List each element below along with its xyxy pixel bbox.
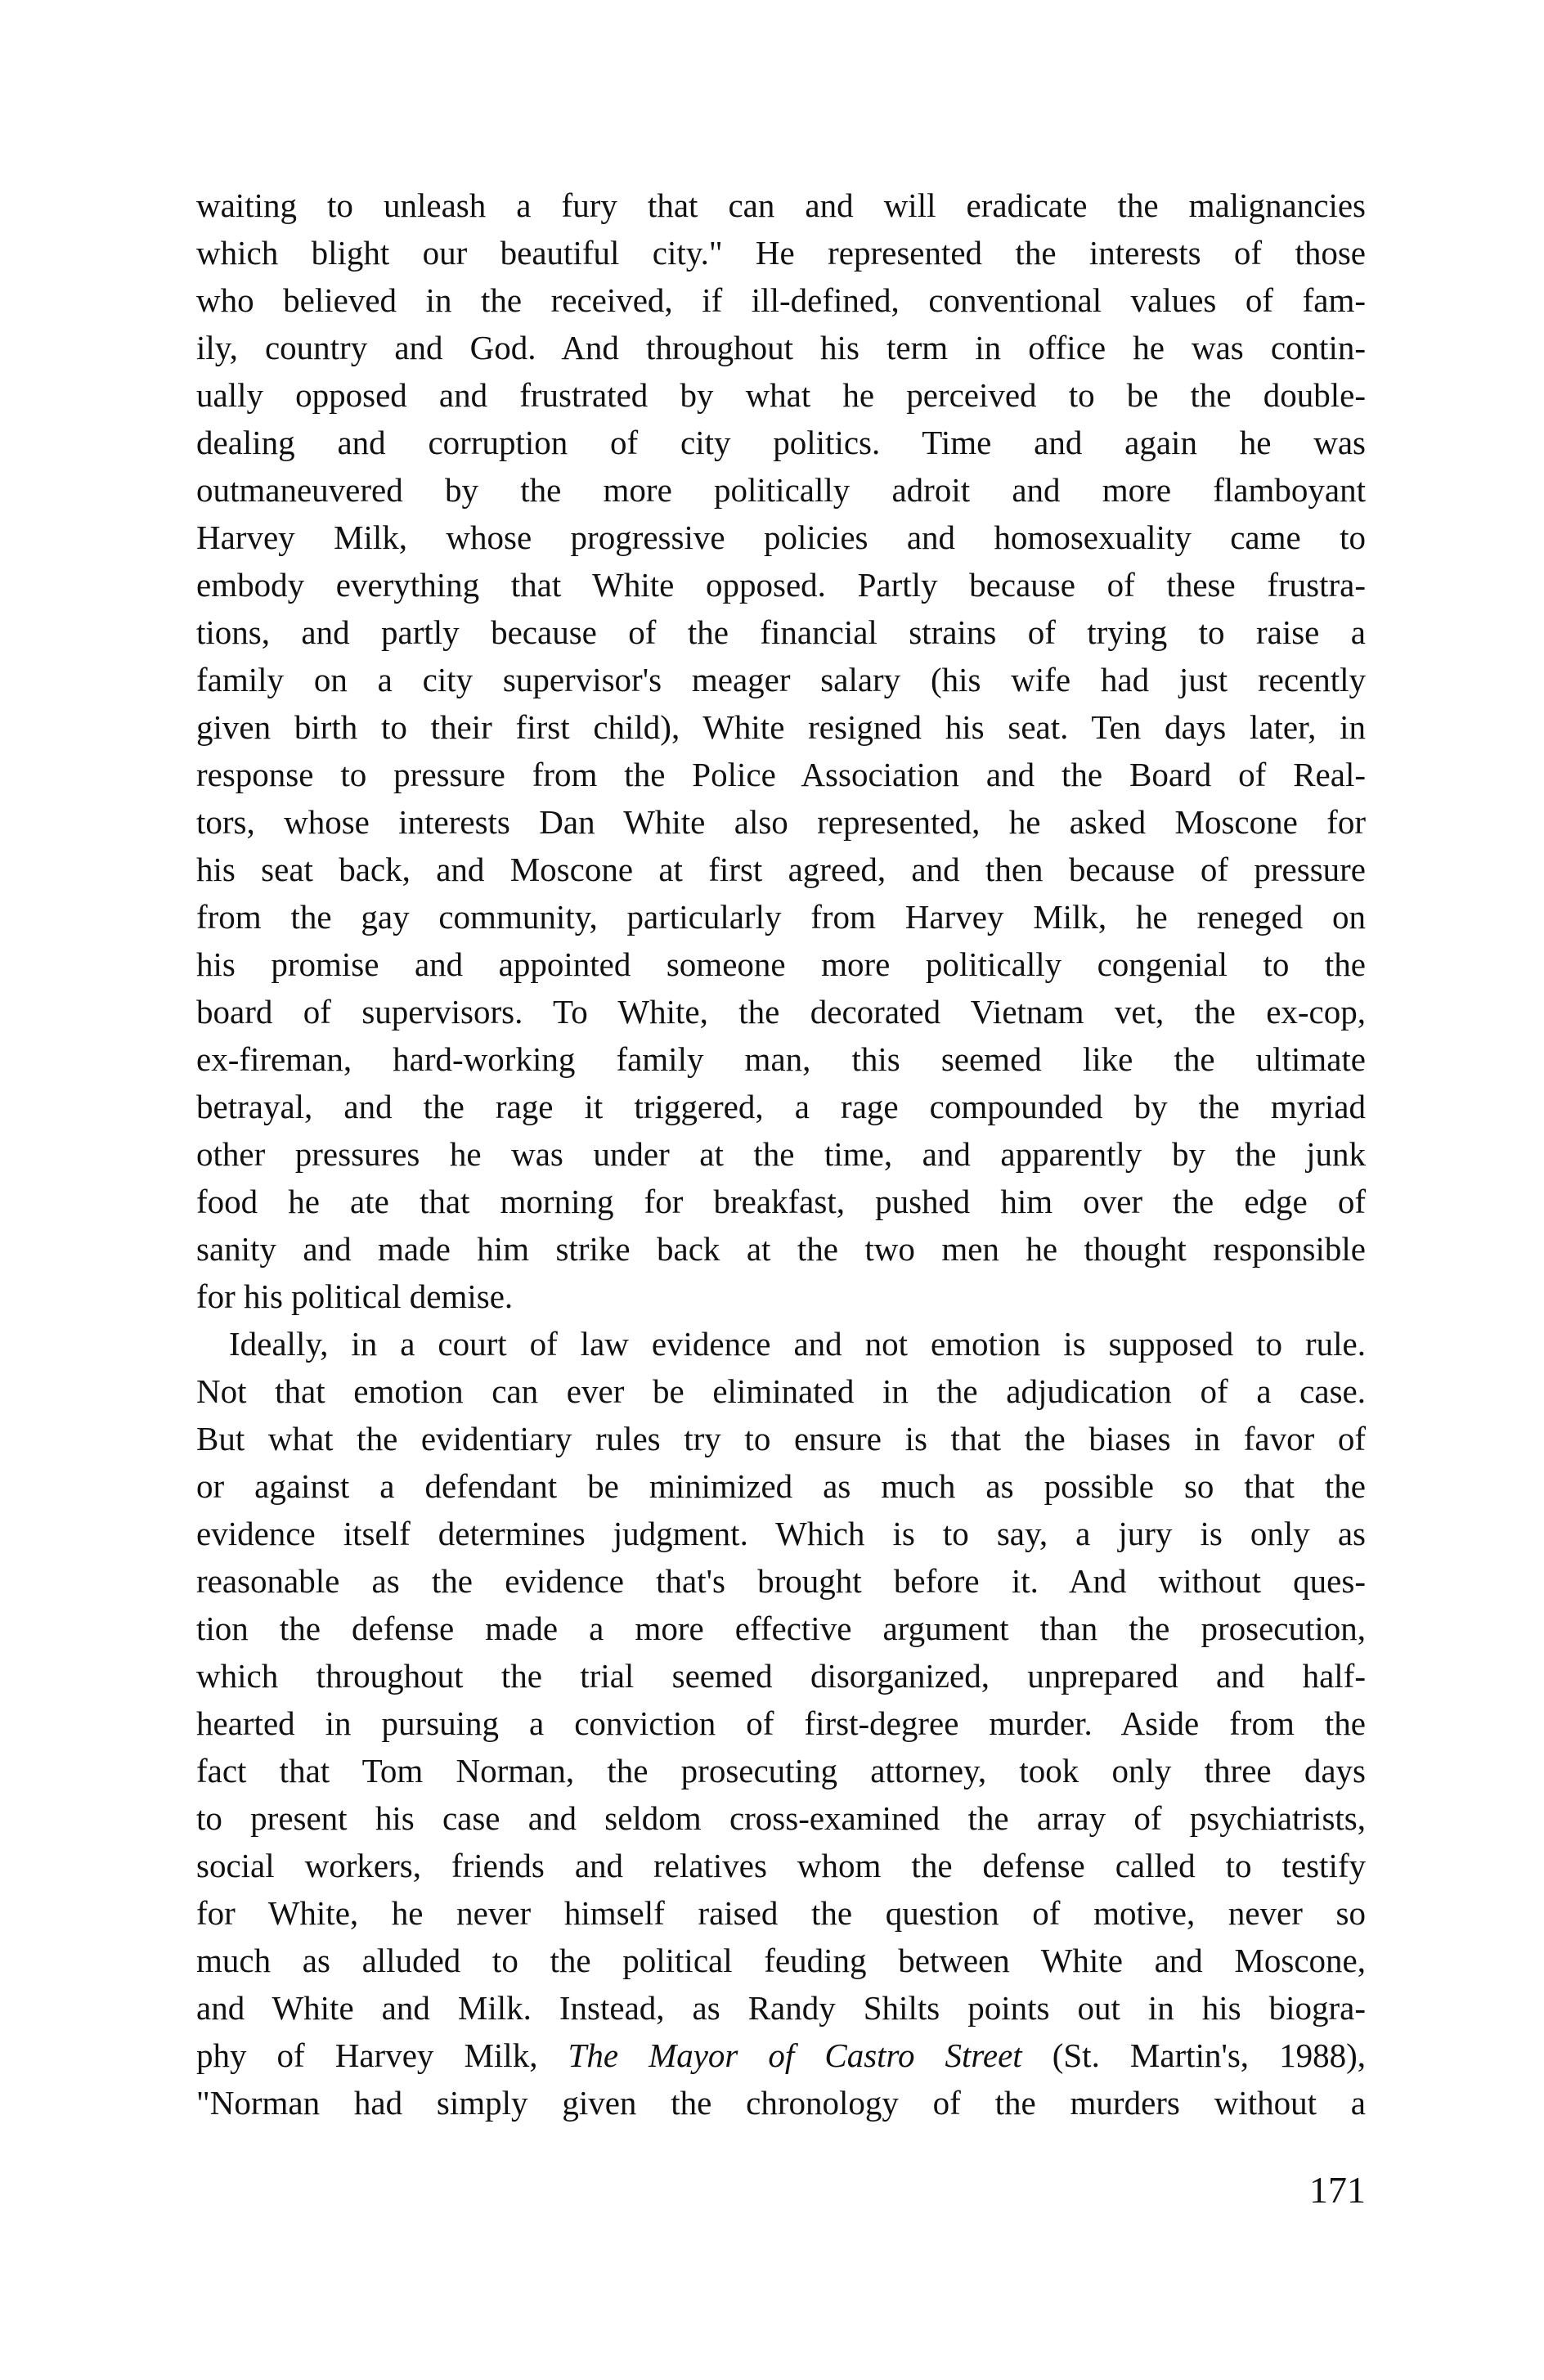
text-line: or against a defendant be minimized as much as possible so that the <box>196 1467 1366 1505</box>
text-line: from the gay community, particularly from Harvey Milk, he reneged on <box>196 898 1366 936</box>
text-line: who believed in the received, if ill-defined, conventional values of fam- <box>196 281 1366 319</box>
text-line: which throughout the trial seemed disorganized, unprepared and half- <box>196 1657 1366 1695</box>
text-line: Ideally, in a court of law evidence and not emotion is supposed to rule. <box>229 1325 1366 1363</box>
text-line: his promise and appointed someone more politically congenial to the <box>196 945 1366 983</box>
text-line: ily, country and God. And throughout his term in office he was contin- <box>196 329 1366 366</box>
text-line: waiting to unleash a fury that can and will eradicate the malignancies <box>196 186 1366 224</box>
page-number: 171 <box>1309 2169 1366 2211</box>
text-line: Harvey Milk, whose progressive policies and homosexuality came to <box>196 519 1366 556</box>
text-line: embody everything that White opposed. Partly because of these frustra- <box>196 566 1366 604</box>
text-line: dealing and corruption of city politics. Time and again he was <box>196 424 1366 461</box>
text-line: tion the defense made a more effective argument than the prosecution, <box>196 1610 1366 1647</box>
text-line: ex-fireman, hard-working family man, this seemed like the ultimate <box>196 1040 1366 1078</box>
text-line: "Norman had simply given the chronology of the murders without a <box>196 2084 1366 2122</box>
text-line: other pressures he was under at the time, and apparently by the junk <box>196 1135 1366 1173</box>
text-line: his seat back, and Moscone at first agreed, and then because of pressure <box>196 851 1366 888</box>
body-text <box>196 182 1366 2126</box>
book-title: The Mayor of Castro Street <box>568 2036 1022 2074</box>
text-line: and White and Milk. Instead, as Randy Shilts points out in his biogra- <box>196 1989 1366 2027</box>
text-line: But what the evidentiary rules try to ensure is that the biases in favor of <box>196 1420 1366 1457</box>
text-line: sanity and made him strike back at the two men he thought responsible <box>196 1230 1366 1268</box>
text-line: hearted in pursuing a conviction of first-degree murder. Aside from the <box>196 1704 1366 1742</box>
paragraph-1 <box>196 182 1366 1320</box>
text-line: food he ate that morning for breakfast, pushed him over the edge of <box>196 1183 1366 1220</box>
text-line: response to pressure from the Police Association and the Board of Real- <box>196 756 1366 793</box>
text-line: family on a city supervisor's meager salary (his wife had just recently <box>196 661 1366 698</box>
text-line: ually opposed and frustrated by what he perceived to be the double- <box>196 376 1366 414</box>
text-line: tors, whose interests Dan White also represented, he asked Moscone for <box>196 803 1366 841</box>
text-line: much as alluded to the political feuding between White and Moscone, <box>196 1942 1366 1979</box>
line-text-after: (St. Martin's, 1988), <box>1021 2036 1367 2074</box>
paragraph-2 <box>196 1320 1366 2126</box>
text-line-with-title <box>196 2032 1366 2079</box>
text-line: given birth to their first child), White resigned his seat. Ten days later, in <box>196 708 1366 746</box>
text-line: social workers, friends and relatives whom the defense called to testify <box>196 1847 1366 1884</box>
text-line: evidence itself determines judgment. Which is to say, a jury is only as <box>196 1515 1366 1552</box>
text-line: reasonable as the evidence that's brought before it. And without ques- <box>196 1562 1366 1600</box>
line-text-before: phy of Harvey Milk, <box>196 2036 568 2074</box>
text-line: for White, he never himself raised the question of motive, never so <box>196 1894 1366 1932</box>
text-line: tions, and partly because of the financial strains of trying to raise a <box>196 613 1366 651</box>
text-line: Not that emotion can ever be eliminated in the adjudication of a case. <box>196 1372 1366 1410</box>
text-line: which blight our beautiful city." He represented the interests of those <box>196 234 1366 272</box>
text-line: fact that Tom Norman, the prosecuting attorney, took only three days <box>196 1752 1366 1789</box>
text-line: board of supervisors. To White, the decorated Vietnam vet, the ex-cop, <box>196 993 1366 1031</box>
text-line: to present his case and seldom cross-examined the array of psychiatrists, <box>196 1799 1366 1837</box>
text-line: betrayal, and the rage it triggered, a rage compounded by the myriad <box>196 1088 1366 1125</box>
text-line: for his political demise. <box>196 1278 514 1315</box>
text-line: outmaneuvered by the more politically adroit and more flamboyant <box>196 471 1366 509</box>
